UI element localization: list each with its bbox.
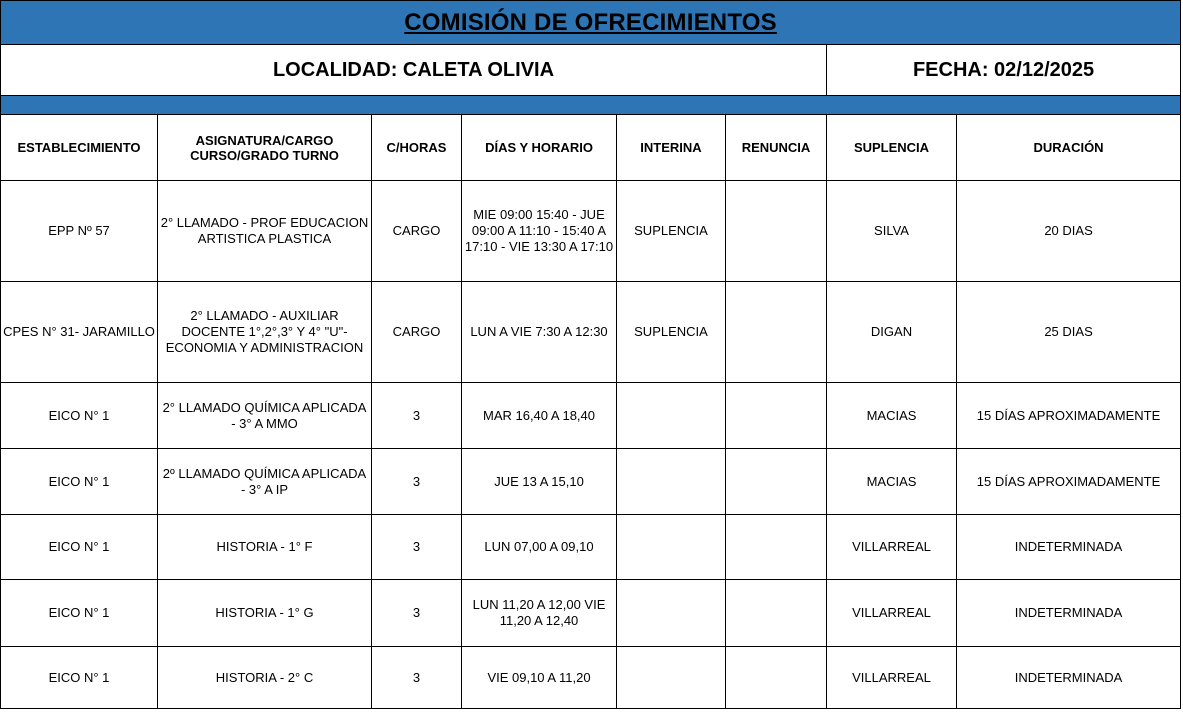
cell-duracion: INDETERMINADA (957, 647, 1181, 709)
date-cell: FECHA: 02/12/2025 (827, 45, 1181, 96)
cell-interina: SUPLENCIA (617, 181, 726, 282)
cell-duracion: 15 DÍAS APROXIMADAMENTE (957, 449, 1181, 515)
cell-interina (617, 580, 726, 647)
cell-dias: LUN A VIE 7:30 A 12:30 (462, 282, 617, 383)
cell-asignatura: 2° LLAMADO - PROF EDUCACION ARTISTICA PLASTICA (158, 181, 372, 282)
table-row (1, 515, 1181, 580)
title-banner (1, 1, 1181, 45)
table-row (1, 181, 1181, 282)
cell-establecimiento: EICO N° 1 (1, 449, 158, 515)
cell-interina: SUPLENCIA (617, 282, 726, 383)
cell-establecimiento: EICO N° 1 (1, 647, 158, 709)
cell-duracion: 15 DÍAS APROXIMADAMENTE (957, 383, 1181, 449)
separator-band (1, 96, 1181, 115)
cell-establecimiento: EICO N° 1 (1, 580, 158, 647)
cell-dias: MIE 09:00 15:40 - JUE 09:00 A 11:10 - 15:40 A 17:10 - VIE 13:30 A 17:10 (462, 181, 617, 282)
cell-choras: CARGO (372, 282, 462, 383)
cell-dias: MAR 16,40 A 18,40 (462, 383, 617, 449)
header-suplencia: SUPLENCIA (827, 115, 957, 181)
cell-choras: 3 (372, 647, 462, 709)
cell-asignatura: HISTORIA - 2° C (158, 647, 372, 709)
cell-suplencia: VILLARREAL (827, 515, 957, 580)
cell-establecimiento: EICO N° 1 (1, 383, 158, 449)
cell-suplencia: MACIAS (827, 449, 957, 515)
cell-establecimiento: EPP Nº 57 (1, 181, 158, 282)
locality-cell: LOCALIDAD: CALETA OLIVIA (1, 45, 827, 96)
header-dias: DÍAS Y HORARIO (462, 115, 617, 181)
header-interina: INTERINA (617, 115, 726, 181)
cell-duracion: INDETERMINADA (957, 580, 1181, 647)
cell-suplencia: DIGAN (827, 282, 957, 383)
cell-choras: 3 (372, 515, 462, 580)
cell-choras: CARGO (372, 181, 462, 282)
cell-interina (617, 647, 726, 709)
cell-suplencia: MACIAS (827, 383, 957, 449)
cell-asignatura: 2° LLAMADO - AUXILIAR DOCENTE 1°,2°,3° Y 4° "U"- ECONOMIA Y ADMINISTRACION (158, 282, 372, 383)
cell-renuncia (726, 282, 827, 383)
table-row (1, 282, 1181, 383)
cell-renuncia (726, 181, 827, 282)
cell-interina (617, 515, 726, 580)
cell-renuncia (726, 449, 827, 515)
cell-suplencia: VILLARREAL (827, 580, 957, 647)
table-row (1, 647, 1181, 709)
header-establecimiento: ESTABLECIMIENTO (1, 115, 158, 181)
cell-renuncia (726, 580, 827, 647)
cell-dias: LUN 11,20 A 12,00 VIE 11,20 A 12,40 (462, 580, 617, 647)
cell-choras: 3 (372, 449, 462, 515)
table-row (1, 580, 1181, 647)
cell-interina (617, 449, 726, 515)
cell-suplencia: SILVA (827, 181, 957, 282)
cell-dias: JUE 13 A 15,10 (462, 449, 617, 515)
cell-choras: 3 (372, 383, 462, 449)
header-duracion: DURACIÓN (957, 115, 1181, 181)
cell-choras: 3 (372, 580, 462, 647)
header-choras: C/HORAS (372, 115, 462, 181)
cell-renuncia (726, 515, 827, 580)
cell-dias: VIE 09,10 A 11,20 (462, 647, 617, 709)
table-row (1, 383, 1181, 449)
cell-interina (617, 383, 726, 449)
cell-renuncia (726, 647, 827, 709)
header-renuncia: RENUNCIA (726, 115, 827, 181)
cell-establecimiento: EICO N° 1 (1, 515, 158, 580)
cell-suplencia: VILLARREAL (827, 647, 957, 709)
header-asignatura: ASIGNATURA/CARGO CURSO/GRADO TURNO (158, 115, 372, 181)
cell-dias: LUN 07,00 A 09,10 (462, 515, 617, 580)
table-row (1, 449, 1181, 515)
page-title: COMISIÓN DE OFRECIMIENTOS (404, 8, 777, 36)
cell-establecimiento: CPES N° 31- JARAMILLO (1, 282, 158, 383)
cell-asignatura: HISTORIA - 1° F (158, 515, 372, 580)
cell-duracion: 20 DIAS (957, 181, 1181, 282)
cell-duracion: INDETERMINADA (957, 515, 1181, 580)
cell-renuncia (726, 383, 827, 449)
cell-duracion: 25 DIAS (957, 282, 1181, 383)
cell-asignatura: 2º LLAMADO QUÍMICA APLICADA - 3° A IP (158, 449, 372, 515)
cell-asignatura: 2° LLAMADO QUÍMICA APLICADA - 3° A MMO (158, 383, 372, 449)
cell-asignatura: HISTORIA - 1° G (158, 580, 372, 647)
